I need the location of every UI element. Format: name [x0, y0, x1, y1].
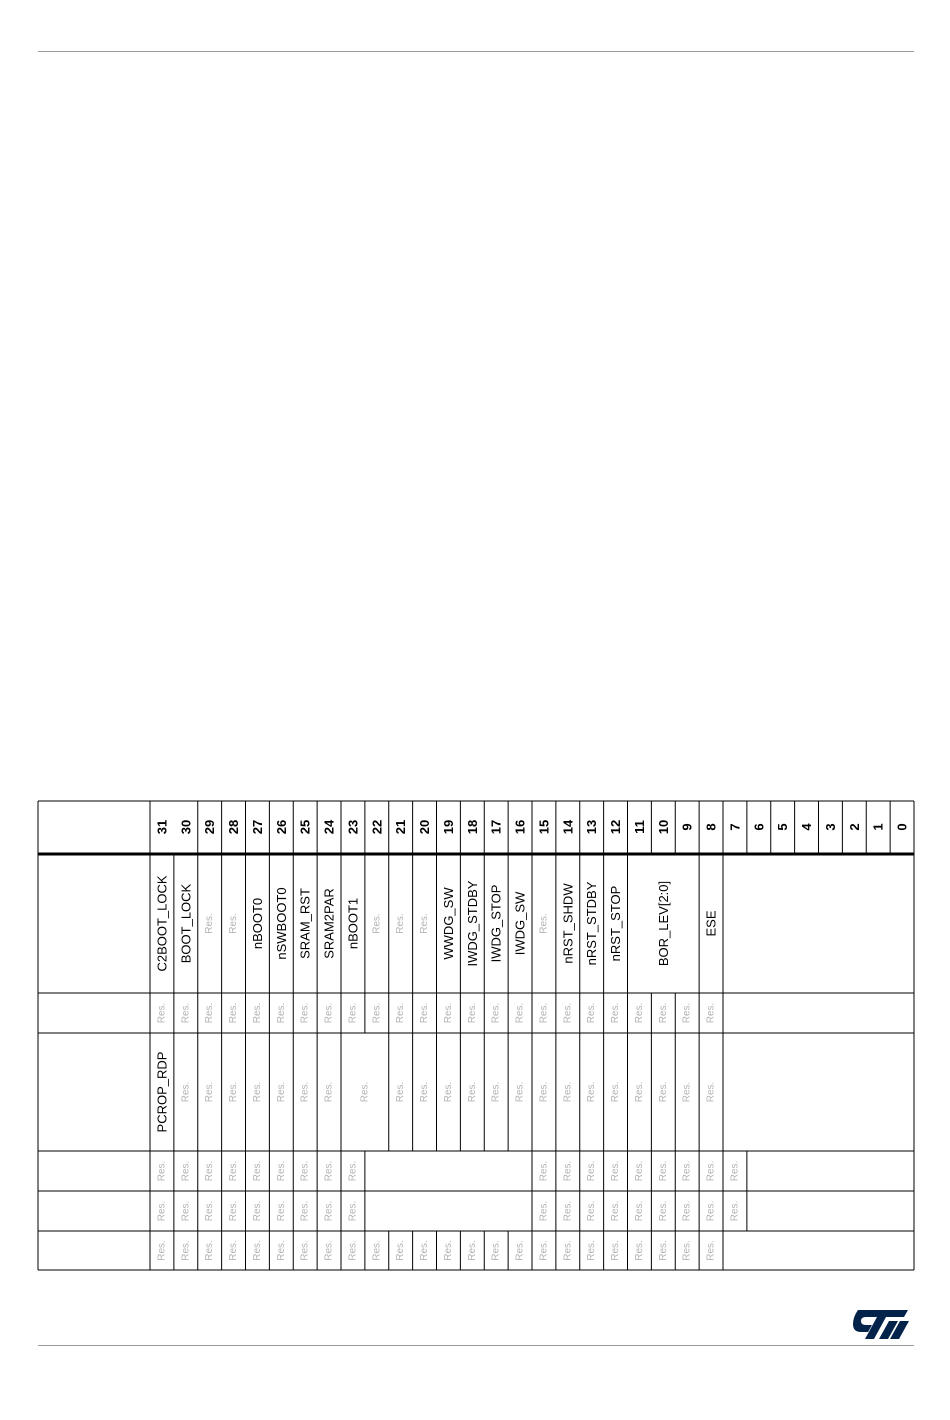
reserved-bit-label: Res. [299, 1160, 311, 1182]
reserved-bit-label: Res. [657, 1240, 669, 1261]
reserved-bit-label: Res. [586, 1002, 598, 1024]
bit-number-3: 3 [822, 823, 838, 831]
reserved-bit-label: Res. [538, 1200, 550, 1222]
bit-number-19: 19 [440, 819, 456, 835]
reserved-bit-label: Res. [586, 1160, 598, 1182]
reserved-bit-label: Res. [633, 1240, 645, 1261]
reserved-bit-label: Res. [657, 1200, 669, 1222]
reserved-bit-label: Res. [204, 1002, 216, 1024]
reserved-bit-label: Res. [538, 1002, 550, 1024]
st-logo-icon [852, 1306, 912, 1342]
reserved-bit-label: Res. [729, 1200, 741, 1222]
field-boot-lock: BOOT_LOCK [178, 883, 194, 964]
reserved-bit-label: Res. [562, 1200, 574, 1222]
bit-number-20: 20 [417, 819, 433, 835]
reserved-bit-label: Res. [275, 1002, 287, 1024]
reserved-bit-label: Res. [228, 913, 240, 934]
reserved-bit-label: Res. [323, 1160, 335, 1182]
field-nrst-stop: nRST_STOP [608, 885, 624, 962]
field-c2boot-lock: C2BOOT_LOCK [154, 875, 170, 972]
reserved-bit-label: Res. [275, 1200, 287, 1222]
reserved-bit-label: Res. [395, 1002, 407, 1024]
field-sram-rst: SRAM_RST [297, 888, 313, 959]
field-nboot0: nBOOT0 [249, 897, 265, 950]
reserved-bit-label: Res. [514, 1240, 526, 1261]
reserved-bit-label: Res. [610, 1160, 622, 1182]
field-nswboot0: nSWBOOT0 [273, 887, 289, 960]
field-nboot1: nBOOT1 [345, 897, 361, 950]
reserved-bit-label: Res. [681, 1200, 693, 1222]
reserved-bit-label: Res. [371, 913, 383, 934]
reserved-bit-label: Res. [442, 1002, 454, 1024]
bit-number-13: 13 [584, 819, 600, 835]
reserved-bit-label: Res. [347, 1002, 359, 1024]
reserved-bit-label: Res. [228, 1002, 240, 1024]
reserved-bit-label: Res. [180, 1240, 192, 1261]
reserved-bit-label: Res. [538, 1240, 550, 1261]
reserved-bit-label: Res. [562, 1002, 574, 1024]
reserved-bit-label: Res. [610, 1081, 622, 1103]
reserved-bit-label: Res. [156, 1240, 168, 1261]
bit-number-6: 6 [751, 823, 767, 831]
bit-number-17: 17 [488, 819, 504, 835]
bit-number-11: 11 [631, 820, 647, 834]
bit-number-18: 18 [464, 819, 480, 835]
reserved-bit-label: Res. [705, 1081, 717, 1103]
reserved-bit-label: Res. [359, 1081, 371, 1103]
reserved-bit-label: Res. [228, 1200, 240, 1222]
reserved-bit-label: Res. [610, 1200, 622, 1222]
reserved-bit-label: Res. [490, 1081, 502, 1103]
bit-number-12: 12 [608, 819, 624, 835]
reserved-bit-label: Res. [681, 1160, 693, 1182]
bit-number-25: 25 [297, 819, 313, 835]
reserved-bit-label: Res. [299, 1002, 311, 1024]
field-iwdg-stop: IWDG_STOP [488, 884, 504, 963]
reserved-bit-label: Res. [586, 1240, 598, 1261]
bit-number-14: 14 [560, 819, 576, 835]
reserved-bit-label: Res. [442, 1240, 454, 1261]
reserved-bit-label: Res. [371, 1240, 383, 1261]
bit-number-31: 31 [154, 819, 170, 835]
reserved-bit-label: Res. [228, 1240, 240, 1261]
bit-number-23: 23 [345, 819, 361, 835]
field-nrst-stdby: nRST_STDBY [584, 881, 600, 966]
reserved-bit-label: Res. [705, 1200, 717, 1222]
reserved-bit-label: Res. [538, 913, 550, 934]
footer-rule [38, 1345, 914, 1346]
reserved-bit-label: Res. [251, 1240, 263, 1261]
bit-number-22: 22 [369, 819, 385, 835]
reserved-bit-label: Res. [347, 1200, 359, 1222]
reserved-bit-label: Res. [514, 1002, 526, 1024]
field-ese: ESE [703, 910, 719, 937]
bit-number-7: 7 [727, 823, 743, 831]
reserved-bit-label: Res. [204, 1200, 216, 1222]
field-wwdg-sw: WWDG_SW [440, 887, 456, 960]
reserved-bit-label: Res. [442, 1081, 454, 1103]
bit-number-8: 8 [703, 823, 719, 831]
bit-number-21: 21 [393, 819, 409, 835]
reserved-bit-label: Res. [562, 1081, 574, 1103]
field-iwdg-sw: IWDG_SW [512, 891, 528, 956]
reserved-bit-label: Res. [323, 1081, 335, 1103]
reserved-bit-label: Res. [299, 1200, 311, 1222]
reserved-bit-label: Res. [419, 1002, 431, 1024]
bit-number-2: 2 [846, 823, 862, 831]
reserved-bit-label: Res. [681, 1081, 693, 1103]
reserved-bit-label: Res. [251, 1081, 263, 1103]
reserved-bit-label: Res. [610, 1002, 622, 1024]
reserved-bit-label: Res. [228, 1160, 240, 1182]
reserved-bit-label: Res. [251, 1160, 263, 1182]
bit-number-28: 28 [226, 819, 242, 835]
reserved-bit-label: Res. [204, 1081, 216, 1103]
bit-number-10: 10 [655, 819, 671, 835]
reserved-bit-label: Res. [180, 1200, 192, 1222]
reserved-bit-label: Res. [610, 1240, 622, 1261]
reserved-bit-label: Res. [323, 1200, 335, 1222]
reserved-bit-label: Res. [419, 1081, 431, 1103]
reserved-bit-label: Res. [323, 1240, 335, 1261]
reserved-bit-label: Res. [299, 1240, 311, 1261]
reserved-bit-label: Res. [681, 1002, 693, 1024]
reserved-bit-label: Res. [633, 1200, 645, 1222]
bit-number-5: 5 [775, 823, 791, 831]
reserved-bit-label: Res. [156, 1002, 168, 1024]
bit-number-27: 27 [249, 819, 265, 835]
reserved-bit-label: Res. [562, 1240, 574, 1261]
reserved-bit-label: Res. [395, 913, 407, 934]
reserved-bit-label: Res. [228, 1081, 240, 1103]
reserved-bit-label: Res. [395, 1240, 407, 1261]
reserved-bit-label: Res. [466, 1002, 478, 1024]
reserved-bit-label: Res. [180, 1002, 192, 1024]
bit-number-30: 30 [178, 819, 194, 835]
reserved-bit-label: Res. [490, 1002, 502, 1024]
reserved-bit-label: Res. [705, 1240, 717, 1261]
reserved-bit-label: Res. [633, 1081, 645, 1103]
reserved-bit-label: Res. [586, 1081, 598, 1103]
field-nrst-shdw: nRST_SHDW [560, 883, 576, 964]
bit-number-1: 1 [870, 823, 886, 831]
reserved-bit-label: Res. [204, 1240, 216, 1261]
reserved-bit-label: Res. [419, 1240, 431, 1261]
field-sram2par: SRAM2PAR [321, 888, 337, 959]
bit-number-24: 24 [321, 819, 337, 835]
reserved-bit-label: Res. [299, 1081, 311, 1103]
reserved-bit-label: Res. [347, 1160, 359, 1182]
reserved-bit-label: Res. [419, 913, 431, 934]
reserved-bit-label: Res. [657, 1160, 669, 1182]
reserved-bit-label: Res. [347, 1240, 359, 1261]
reserved-bit-label: Res. [275, 1081, 287, 1103]
field-iwdg-stdby: IWDG_STDBY [464, 880, 480, 967]
reserved-bit-label: Res. [275, 1160, 287, 1182]
reserved-bit-label: Res. [323, 1002, 335, 1024]
reserved-bit-label: Res. [180, 1081, 192, 1103]
reserved-bit-label: Res. [633, 1002, 645, 1024]
reserved-bit-label: Res. [180, 1160, 192, 1182]
reserved-bit-label: Res. [466, 1240, 478, 1261]
reserved-bit-label: Res. [538, 1160, 550, 1182]
bit-number-26: 26 [273, 819, 289, 835]
reserved-bit-label: Res. [251, 1002, 263, 1024]
bit-number-15: 15 [536, 819, 552, 835]
reserved-bit-label: Res. [466, 1081, 478, 1103]
reserved-bit-label: Res. [156, 1160, 168, 1182]
reserved-bit-label: Res. [657, 1081, 669, 1103]
reserved-bit-label: Res. [657, 1002, 669, 1024]
reserved-bit-label: Res. [251, 1200, 263, 1222]
reserved-bit-label: Res. [204, 913, 216, 934]
field-pcrop-rdp: PCROP_RDP [154, 1051, 170, 1133]
reserved-bit-label: Res. [729, 1160, 741, 1182]
bit-number-9: 9 [679, 823, 695, 831]
reserved-bit-label: Res. [490, 1240, 502, 1261]
bit-number-0: 0 [894, 823, 910, 831]
reserved-bit-label: Res. [705, 1002, 717, 1024]
reserved-bit-label: Res. [514, 1081, 526, 1103]
reserved-bit-label: Res. [275, 1240, 287, 1261]
reserved-bit-label: Res. [562, 1160, 574, 1182]
bit-number-4: 4 [799, 823, 815, 831]
reserved-bit-label: Res. [204, 1160, 216, 1182]
bit-number-29: 29 [202, 819, 218, 835]
reserved-bit-label: Res. [586, 1200, 598, 1222]
bit-number-16: 16 [512, 819, 528, 835]
reserved-bit-label: Res. [371, 1002, 383, 1024]
reserved-bit-label: Res. [538, 1081, 550, 1103]
reserved-bit-label: Res. [633, 1160, 645, 1182]
reserved-bit-label: Res. [705, 1160, 717, 1182]
reserved-bit-label: Res. [395, 1081, 407, 1103]
reserved-bit-label: Res. [681, 1240, 693, 1261]
reserved-bit-label: Res. [156, 1200, 168, 1222]
field-bor-lev-2-0: BOR_LEV[2:0] [655, 880, 671, 967]
